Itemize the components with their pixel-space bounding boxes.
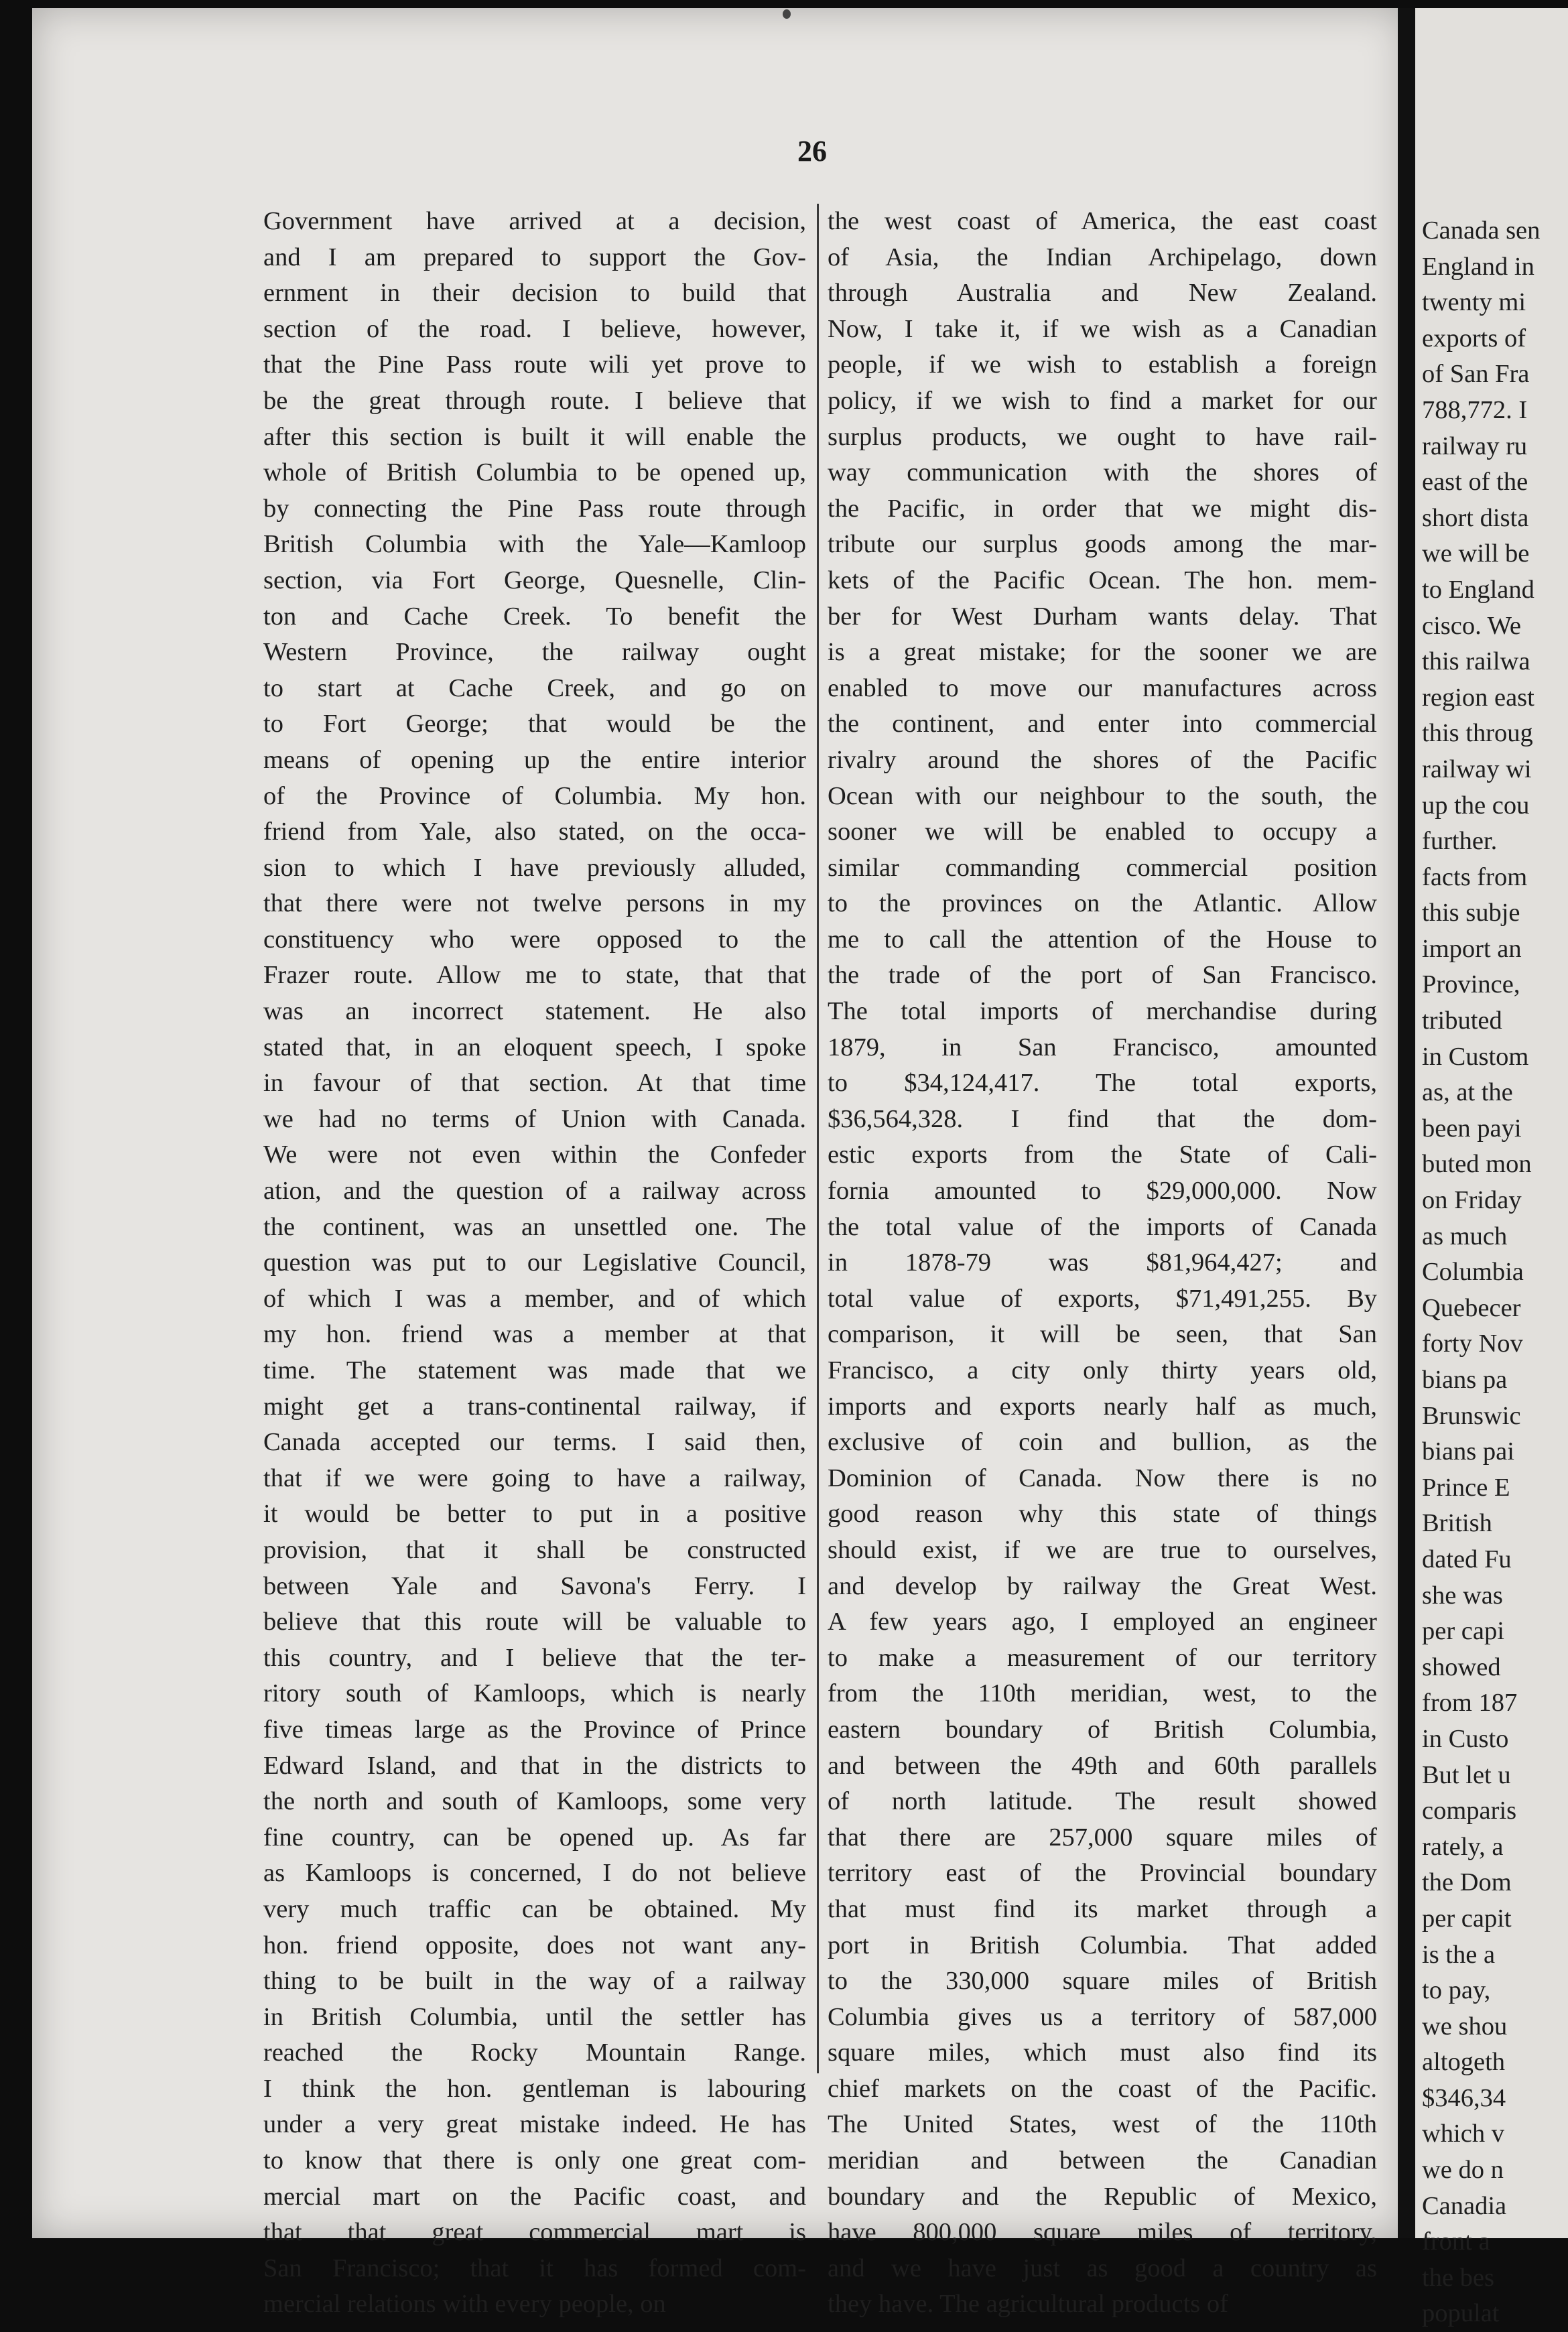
text-line: that the Pine Pass route wili yet prove to [263, 350, 806, 379]
text-line: that there were not twelve persons in my [263, 889, 806, 918]
text-line: been payi [1422, 1114, 1522, 1143]
text-line: $346,34 [1422, 2083, 1506, 2112]
text-line: total value of exports, $71,491,255. By [828, 1284, 1377, 1313]
text-line: they have. The agricultural products of [828, 2290, 1228, 2319]
text-line: per capi [1422, 1617, 1504, 1646]
text-line: square miles, which must also find its [828, 2038, 1377, 2067]
text-line: ation, and the question of a railway across [263, 1177, 806, 1206]
text-line: tribute our surplus goods among the mar- [828, 530, 1377, 559]
text-line: Canada sen [1422, 216, 1541, 245]
text-line: we had no terms of Union with Canada. [263, 1104, 806, 1133]
text-line: bians pa [1422, 1366, 1508, 1394]
binding-hole-mark [783, 9, 791, 19]
text-line: hon. friend opposite, does not want any- [263, 1931, 806, 1959]
text-line: under a very great mistake indeed. He has [263, 2110, 806, 2139]
text-line: dated Fu [1422, 1545, 1512, 1573]
text-line: is a great mistake; for the sooner we are [828, 638, 1377, 667]
text-line: buted mon [1422, 1150, 1532, 1179]
text-line: comparison, it will be seen, that San [828, 1320, 1377, 1349]
text-line: good reason why this state of things [828, 1500, 1377, 1529]
text-line: estic exports from the State of Cali- [828, 1141, 1377, 1169]
text-line: as much [1422, 1222, 1508, 1250]
text-line: we shou [1422, 2012, 1508, 2040]
text-line: stated that, in an eloquent speech, I spoke [263, 1033, 806, 1061]
text-line: the continent, was an unsettled one. The [263, 1212, 806, 1241]
text-line: meridian and between the Canadian [828, 2146, 1377, 2175]
text-line: railway ru [1422, 432, 1528, 460]
text-line: policy, if we wish to find a market for our [828, 386, 1377, 415]
text-line: way communication with the shores of [828, 458, 1377, 487]
text-line: eastern boundary of British Columbia, [828, 1715, 1377, 1744]
text-line: this railwa [1422, 647, 1530, 676]
text-line: England in [1422, 252, 1534, 281]
text-line: The United States, west of the 110th [828, 2110, 1377, 2139]
text-line: rately, a [1422, 1832, 1504, 1861]
page-gutter [1398, 8, 1415, 2238]
text-line: in British Columbia, until the settler has [263, 2002, 806, 2031]
text-line: we do n [1422, 2156, 1504, 2185]
text-line: Government have arrived at a decision, [263, 207, 806, 235]
text-line: to pay, [1422, 1976, 1491, 2005]
text-line: this throug [1422, 719, 1533, 748]
text-line: Dominion of Canada. Now there is no [828, 1464, 1377, 1492]
text-line: and between the 49th and 60th parallels [828, 1751, 1377, 1780]
text-line: ton and Cache Creek. To benefit the [263, 602, 806, 631]
text-line: ernment in their decision to build that [263, 279, 806, 308]
text-line: populat [1422, 2299, 1500, 2328]
text-line: of the Province of Columbia. My hon. [263, 781, 806, 810]
text-line: sooner we will be enabled to occupy a [828, 818, 1377, 846]
text-line: on Friday [1422, 1186, 1522, 1215]
text-line: mercial mart on the Pacific coast, and [263, 2182, 806, 2211]
text-line: in 1878-79 was $81,964,427; and [828, 1248, 1377, 1277]
text-line: Canada accepted our terms. I said then, [263, 1428, 806, 1457]
text-line: import an [1422, 934, 1522, 963]
text-line: of north latitude. The result showed [828, 1787, 1377, 1816]
text-line: the bes [1422, 2263, 1494, 2292]
text-line: Province, [1422, 970, 1520, 999]
text-line: this subje [1422, 899, 1520, 927]
text-line: that that great commercial mart is [263, 2218, 806, 2247]
text-line: be the great through route. I believe that [263, 386, 806, 415]
text-line: tributed [1422, 1007, 1502, 1035]
text-line: short dista [1422, 503, 1529, 532]
text-line: the Dom [1422, 1868, 1512, 1897]
text-line: the total value of the imports of Canada [828, 1212, 1377, 1241]
text-line: the trade of the port of San Francisco. [828, 961, 1377, 990]
text-line: in Custom [1422, 1042, 1529, 1071]
text-line: region east [1422, 683, 1534, 712]
text-line: enabled to move our manufactures across [828, 673, 1377, 702]
text-line: kets of the Pacific Ocean. The hon. mem- [828, 566, 1377, 594]
text-line: east of the [1422, 468, 1528, 497]
text-line: to the provinces on the Atlantic. Allow [828, 889, 1377, 918]
text-line: fine country, can be opened up. As far [263, 1823, 806, 1852]
text-line: rivalry around the shores of the Pacific [828, 745, 1377, 774]
text-line: altogeth [1422, 2048, 1506, 2077]
text-line: port in British Columbia. That added [828, 1931, 1377, 1959]
text-line: But let u [1422, 1760, 1511, 1789]
text-line: Frazer route. Allow me to state, that that [263, 961, 806, 990]
text-line: comparis [1422, 1797, 1517, 1825]
text-line: Columbia gives us a territory of 587,000 [828, 2002, 1377, 2031]
text-line: to know that there is only one great com- [263, 2146, 806, 2175]
text-line: Brunswic [1422, 1401, 1521, 1430]
text-line: Columbia [1422, 1258, 1524, 1287]
text-line: people, if we wish to establish a foreign [828, 350, 1377, 379]
text-line: Western Province, the railway ought [263, 638, 806, 667]
text-line: facts from [1422, 862, 1528, 891]
text-line: ritory south of Kamloops, which is nearly [263, 1679, 806, 1708]
text-line: that there are 257,000 square miles of [828, 1823, 1377, 1852]
text-line: further. [1422, 827, 1498, 856]
text-line: Edward Island, and that in the districts to [263, 1751, 806, 1780]
text-line: forty Nov [1422, 1330, 1523, 1358]
text-line: per capit [1422, 1904, 1512, 1933]
text-line: San Francisco; that it has formed com- [263, 2254, 806, 2282]
text-line: of San Fra [1422, 360, 1530, 389]
text-line: as, at the [1422, 1078, 1513, 1107]
text-line: of which I was a member, and of which [263, 1284, 806, 1313]
text-line: and I am prepared to support the Gov- [263, 243, 806, 271]
text-line: have 800,000 square miles of territory, [828, 2218, 1377, 2247]
text-line: Prince E [1422, 1473, 1510, 1502]
page-number: 26 [797, 135, 827, 168]
middle-text-column [828, 204, 1377, 2323]
text-line: surplus products, we ought to have rail- [828, 422, 1377, 451]
text-line: by connecting the Pine Pass route through [263, 494, 806, 523]
text-line: territory east of the Provincial boundary [828, 1859, 1377, 1888]
text-line: to $34,124,417. The total exports, [828, 1069, 1377, 1098]
text-line: imports and exports nearly half as much, [828, 1392, 1377, 1421]
text-line: in favour of that section. At that time [263, 1069, 806, 1098]
text-line: exclusive of coin and bullion, as the [828, 1428, 1377, 1457]
text-line: Canadia [1422, 2191, 1507, 2220]
text-line: five timeas large as the Province of Prince [263, 1715, 806, 1744]
text-line: it would be better to put in a positive [263, 1500, 806, 1529]
text-line: $36,564,328. I find that the dom- [828, 1104, 1377, 1133]
text-line: between Yale and Savona's Ferry. I [263, 1571, 806, 1600]
text-line: front a [1422, 2227, 1490, 2256]
text-line: which v [1422, 2120, 1504, 2148]
text-line: twenty mi [1422, 288, 1526, 317]
text-line: reached the Rocky Mountain Range. [263, 2038, 806, 2067]
text-line: should exist, if we are true to ourselves, [828, 1535, 1377, 1564]
text-line: to the 330,000 square miles of British [828, 1967, 1377, 1996]
text-line: I think the hon. gentleman is labouring [263, 2074, 806, 2103]
text-line: British [1422, 1509, 1492, 1538]
text-line: thing to be built in the way of a railway [263, 1967, 806, 1996]
next-page-text-column [1422, 213, 1568, 2332]
text-line: British Columbia with the Yale—Kamloop [263, 530, 806, 559]
text-line: sion to which I have previously alluded, [263, 853, 806, 882]
text-line: very much traffic can be obtained. My [263, 1894, 806, 1923]
text-line: time. The statement was made that we [263, 1356, 806, 1384]
text-line: in Custo [1422, 1724, 1509, 1753]
text-line: The total imports of merchandise during [828, 997, 1377, 1026]
text-line: to England [1422, 575, 1534, 604]
text-line: mercial relations with every people, on [263, 2290, 666, 2319]
text-line: section, via Fort George, Quesnelle, Clin- [263, 566, 806, 594]
text-line: whole of British Columbia to be opened up, [263, 458, 806, 487]
text-line: up the cou [1422, 791, 1530, 820]
text-line: my hon. friend was a member at that [263, 1320, 806, 1349]
text-line: question was put to our Legislative Council, [263, 1248, 806, 1277]
text-line: Ocean with our neighbour to the south, the [828, 781, 1377, 810]
text-line: through Australia and New Zealand. [828, 279, 1377, 308]
text-line: A few years ago, I employed an engineer [828, 1608, 1377, 1636]
text-line: similar commanding commercial position [828, 853, 1377, 882]
text-line: Francisco, a city only thirty years old, [828, 1356, 1377, 1384]
text-line: bians pai [1422, 1437, 1514, 1466]
text-line: the north and south of Kamloops, some very [263, 1787, 806, 1816]
text-line: and we have just as good a country as [828, 2254, 1377, 2282]
text-line: showed [1422, 1653, 1501, 1681]
text-line: after this section is built it will enable the [263, 422, 806, 451]
text-line: this country, and I believe that the ter- [263, 1643, 806, 1672]
column-divider [817, 204, 819, 2073]
text-line: of Asia, the Indian Archipelago, down [828, 243, 1377, 271]
text-line: 1879, in San Francisco, amounted [828, 1033, 1377, 1061]
text-line: from 187 [1422, 1689, 1518, 1718]
text-line: to make a measurement of our territory [828, 1643, 1377, 1672]
text-line: section of the road. I believe, however, [263, 314, 806, 343]
text-line: the Pacific, in order that we might dis- [828, 494, 1377, 523]
text-line: Now, I take it, if we wish as a Canadian [828, 314, 1377, 343]
text-line: to start at Cache Creek, and go on [263, 673, 806, 702]
text-line: the continent, and enter into commercial [828, 710, 1377, 738]
text-line: Quebecer [1422, 1293, 1521, 1322]
text-line: boundary and the Republic of Mexico, [828, 2182, 1377, 2211]
text-line: exports of [1422, 324, 1526, 352]
text-line: We were not even within the Confeder [263, 1141, 806, 1169]
text-line: was an incorrect statement. He also [263, 997, 806, 1026]
text-line: me to call the attention of the House to [828, 925, 1377, 954]
text-line: provision, that it shall be constructed [263, 1535, 806, 1564]
text-line: is the a [1422, 1940, 1496, 1969]
text-line: friend from Yale, also stated, on the occa- [263, 818, 806, 846]
text-line: means of opening up the entire interior [263, 745, 806, 774]
text-line: from the 110th meridian, west, to the [828, 1679, 1377, 1708]
text-line: railway wi [1422, 755, 1532, 783]
left-text-column [263, 204, 806, 2323]
text-line: she was [1422, 1581, 1503, 1610]
text-line: to Fort George; that would be the [263, 710, 806, 738]
text-line: cisco. We [1422, 611, 1522, 640]
text-line: believe that this route will be valuable to [263, 1608, 806, 1636]
text-line: ber for West Durham wants delay. That [828, 602, 1377, 631]
text-line: might get a trans-continental railway, if [263, 1392, 806, 1421]
text-line: 788,772. I [1422, 395, 1528, 424]
text-line: constituency who were opposed to the [263, 925, 806, 954]
text-line: as Kamloops is concerned, I do not believe [263, 1859, 806, 1888]
text-line: fornia amounted to $29,000,000. Now [828, 1177, 1377, 1206]
text-line: and develop by railway the Great West. [828, 1571, 1377, 1600]
text-line: that must find its market through a [828, 1894, 1377, 1923]
text-line: the west coast of America, the east coast [828, 207, 1377, 235]
text-line: we will be [1422, 539, 1530, 568]
text-line: that if we were going to have a railway, [263, 1464, 806, 1492]
text-line: chief markets on the coast of the Pacific. [828, 2074, 1377, 2103]
